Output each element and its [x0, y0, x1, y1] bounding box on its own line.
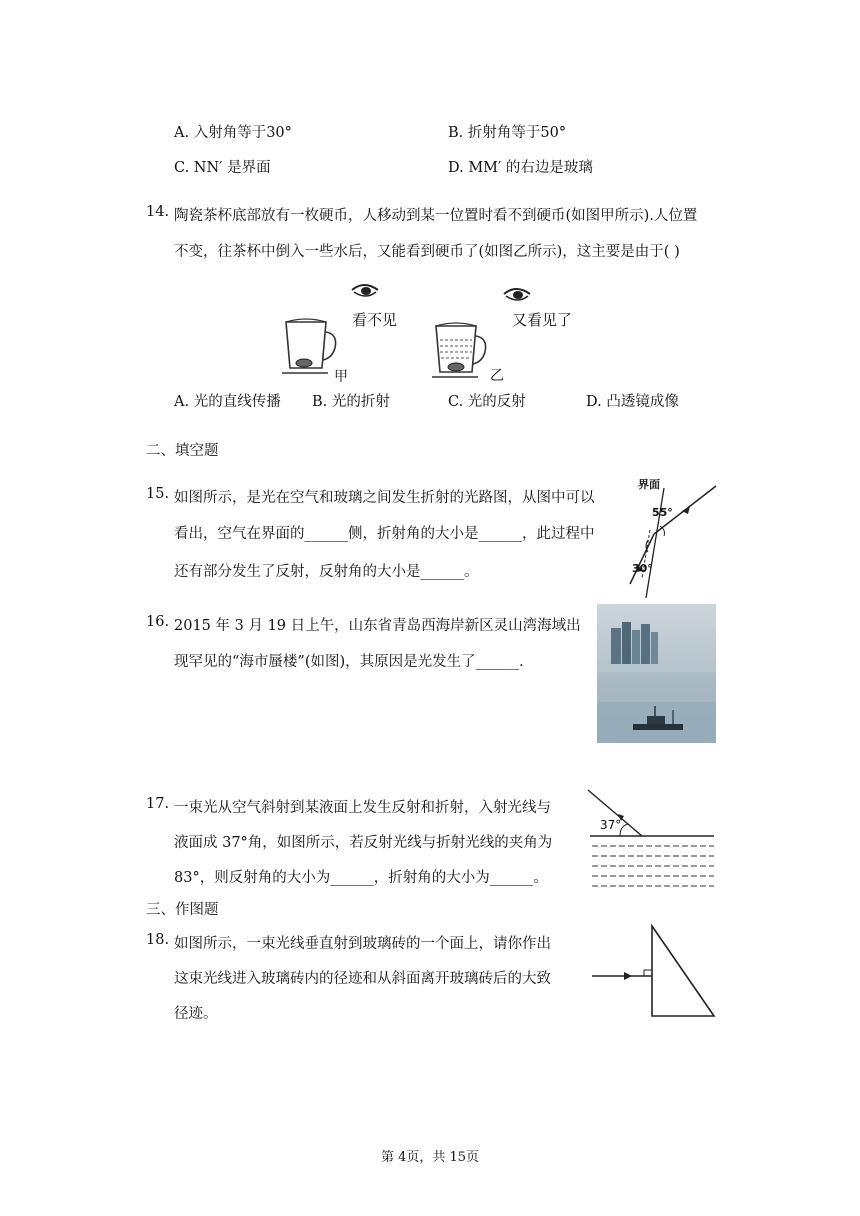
q15-line-3: 还有部分发生了反射，反射角的大小是______。: [174, 564, 479, 580]
glass-prism-diagram: [590, 922, 720, 1020]
q16-line-1: 2015 年 3 月 19 日上午，山东省青岛西海岸新区灵山湾海域出: [174, 618, 581, 634]
q14-label-can-see: 又看见了: [512, 311, 573, 329]
q15-angle-55: 55°: [652, 506, 673, 519]
q14-figure: [280, 276, 590, 386]
q18-line-2: 这束光线进入玻璃砖内的径迹和从斜面离开玻璃砖后的大致: [174, 971, 551, 987]
cup-diagram: [280, 276, 590, 386]
q18-line-3: 径迹。: [174, 1006, 218, 1022]
eye-icon: [352, 285, 378, 296]
q17-figure: [586, 786, 716, 890]
q15-figure: [620, 474, 720, 598]
q14-line-2: 不变，往茶杯中倒入一些水后，又能看到硬币了(如图乙所示)，这主要是由于( ): [174, 244, 680, 260]
q15-line-2: 看出，空气在界面的______侧，折射角的大小是______，此过程中: [174, 526, 595, 542]
page-footer: 第 4页，共 15页: [380, 1150, 480, 1165]
q18-figure: [590, 922, 720, 1020]
mirage-photo: [597, 604, 716, 743]
q18-number: 18.: [146, 932, 170, 948]
q17-angle-37: 37°: [600, 818, 622, 832]
q15-interface-label: 界面: [638, 478, 660, 491]
q14-label-jia: 甲: [334, 369, 348, 385]
q17-line-3: 83°，则反射角的大小为______，折射角的大小为______。: [174, 870, 548, 886]
q16-number: 16.: [146, 614, 170, 630]
q14-option-b: B. 光的折射: [312, 394, 390, 410]
q15-angle-30: 30°: [632, 562, 653, 575]
liquid-surface-diagram: [586, 786, 716, 890]
refraction-diagram: [620, 474, 720, 598]
q13-option-d: D. MM′ 的右边是玻璃: [448, 160, 593, 176]
q14-option-d: D. 凸透镜成像: [586, 394, 679, 410]
q17-number: 17.: [146, 796, 170, 812]
q16-line-2: 现罕见的“海市蜃楼”(如图)，其原因是光发生了______．: [174, 654, 534, 670]
mirage-illustration: [597, 604, 716, 743]
section-heading-fill-blank: 二、填空题: [146, 443, 219, 459]
q14-number: 14.: [146, 204, 170, 220]
q14-label-yi: 乙: [490, 368, 504, 384]
q17-line-2: 液面成 37°角，如图所示，若反射光线与折射光线的夹角为: [174, 835, 553, 851]
q13-option-a: A. 入射角等于30°: [174, 125, 292, 141]
q18-line-1: 如图所示，一束光线垂直射到玻璃砖的一个面上，请你作出: [174, 936, 551, 952]
q13-option-b: B. 折射角等于50°: [448, 125, 567, 141]
q14-option-a: A. 光的直线传播: [174, 394, 281, 410]
q14-label-cannot-see: 看不见: [352, 311, 398, 329]
q17-line-1: 一束光从空气斜射到某液面上发生反射和折射，入射光线与: [174, 800, 551, 816]
q15-number: 15.: [146, 486, 170, 502]
section-heading-drawing: 三、作图题: [146, 902, 219, 918]
eye-icon: [504, 289, 530, 300]
cup-right: [432, 323, 486, 377]
q15-line-1: 如图所示，是光在空气和玻璃之间发生折射的光路图，从图中可以: [174, 490, 595, 506]
q13-option-c: C. NN′ 是界面: [174, 160, 271, 176]
q14-line-1: 陶瓷茶杯底部放有一枚硬币，人移动到某一位置时看不到硬币(如图甲所示).人位置: [174, 208, 698, 224]
q14-option-c: C. 光的反射: [448, 394, 526, 410]
cup-left: [282, 319, 336, 373]
